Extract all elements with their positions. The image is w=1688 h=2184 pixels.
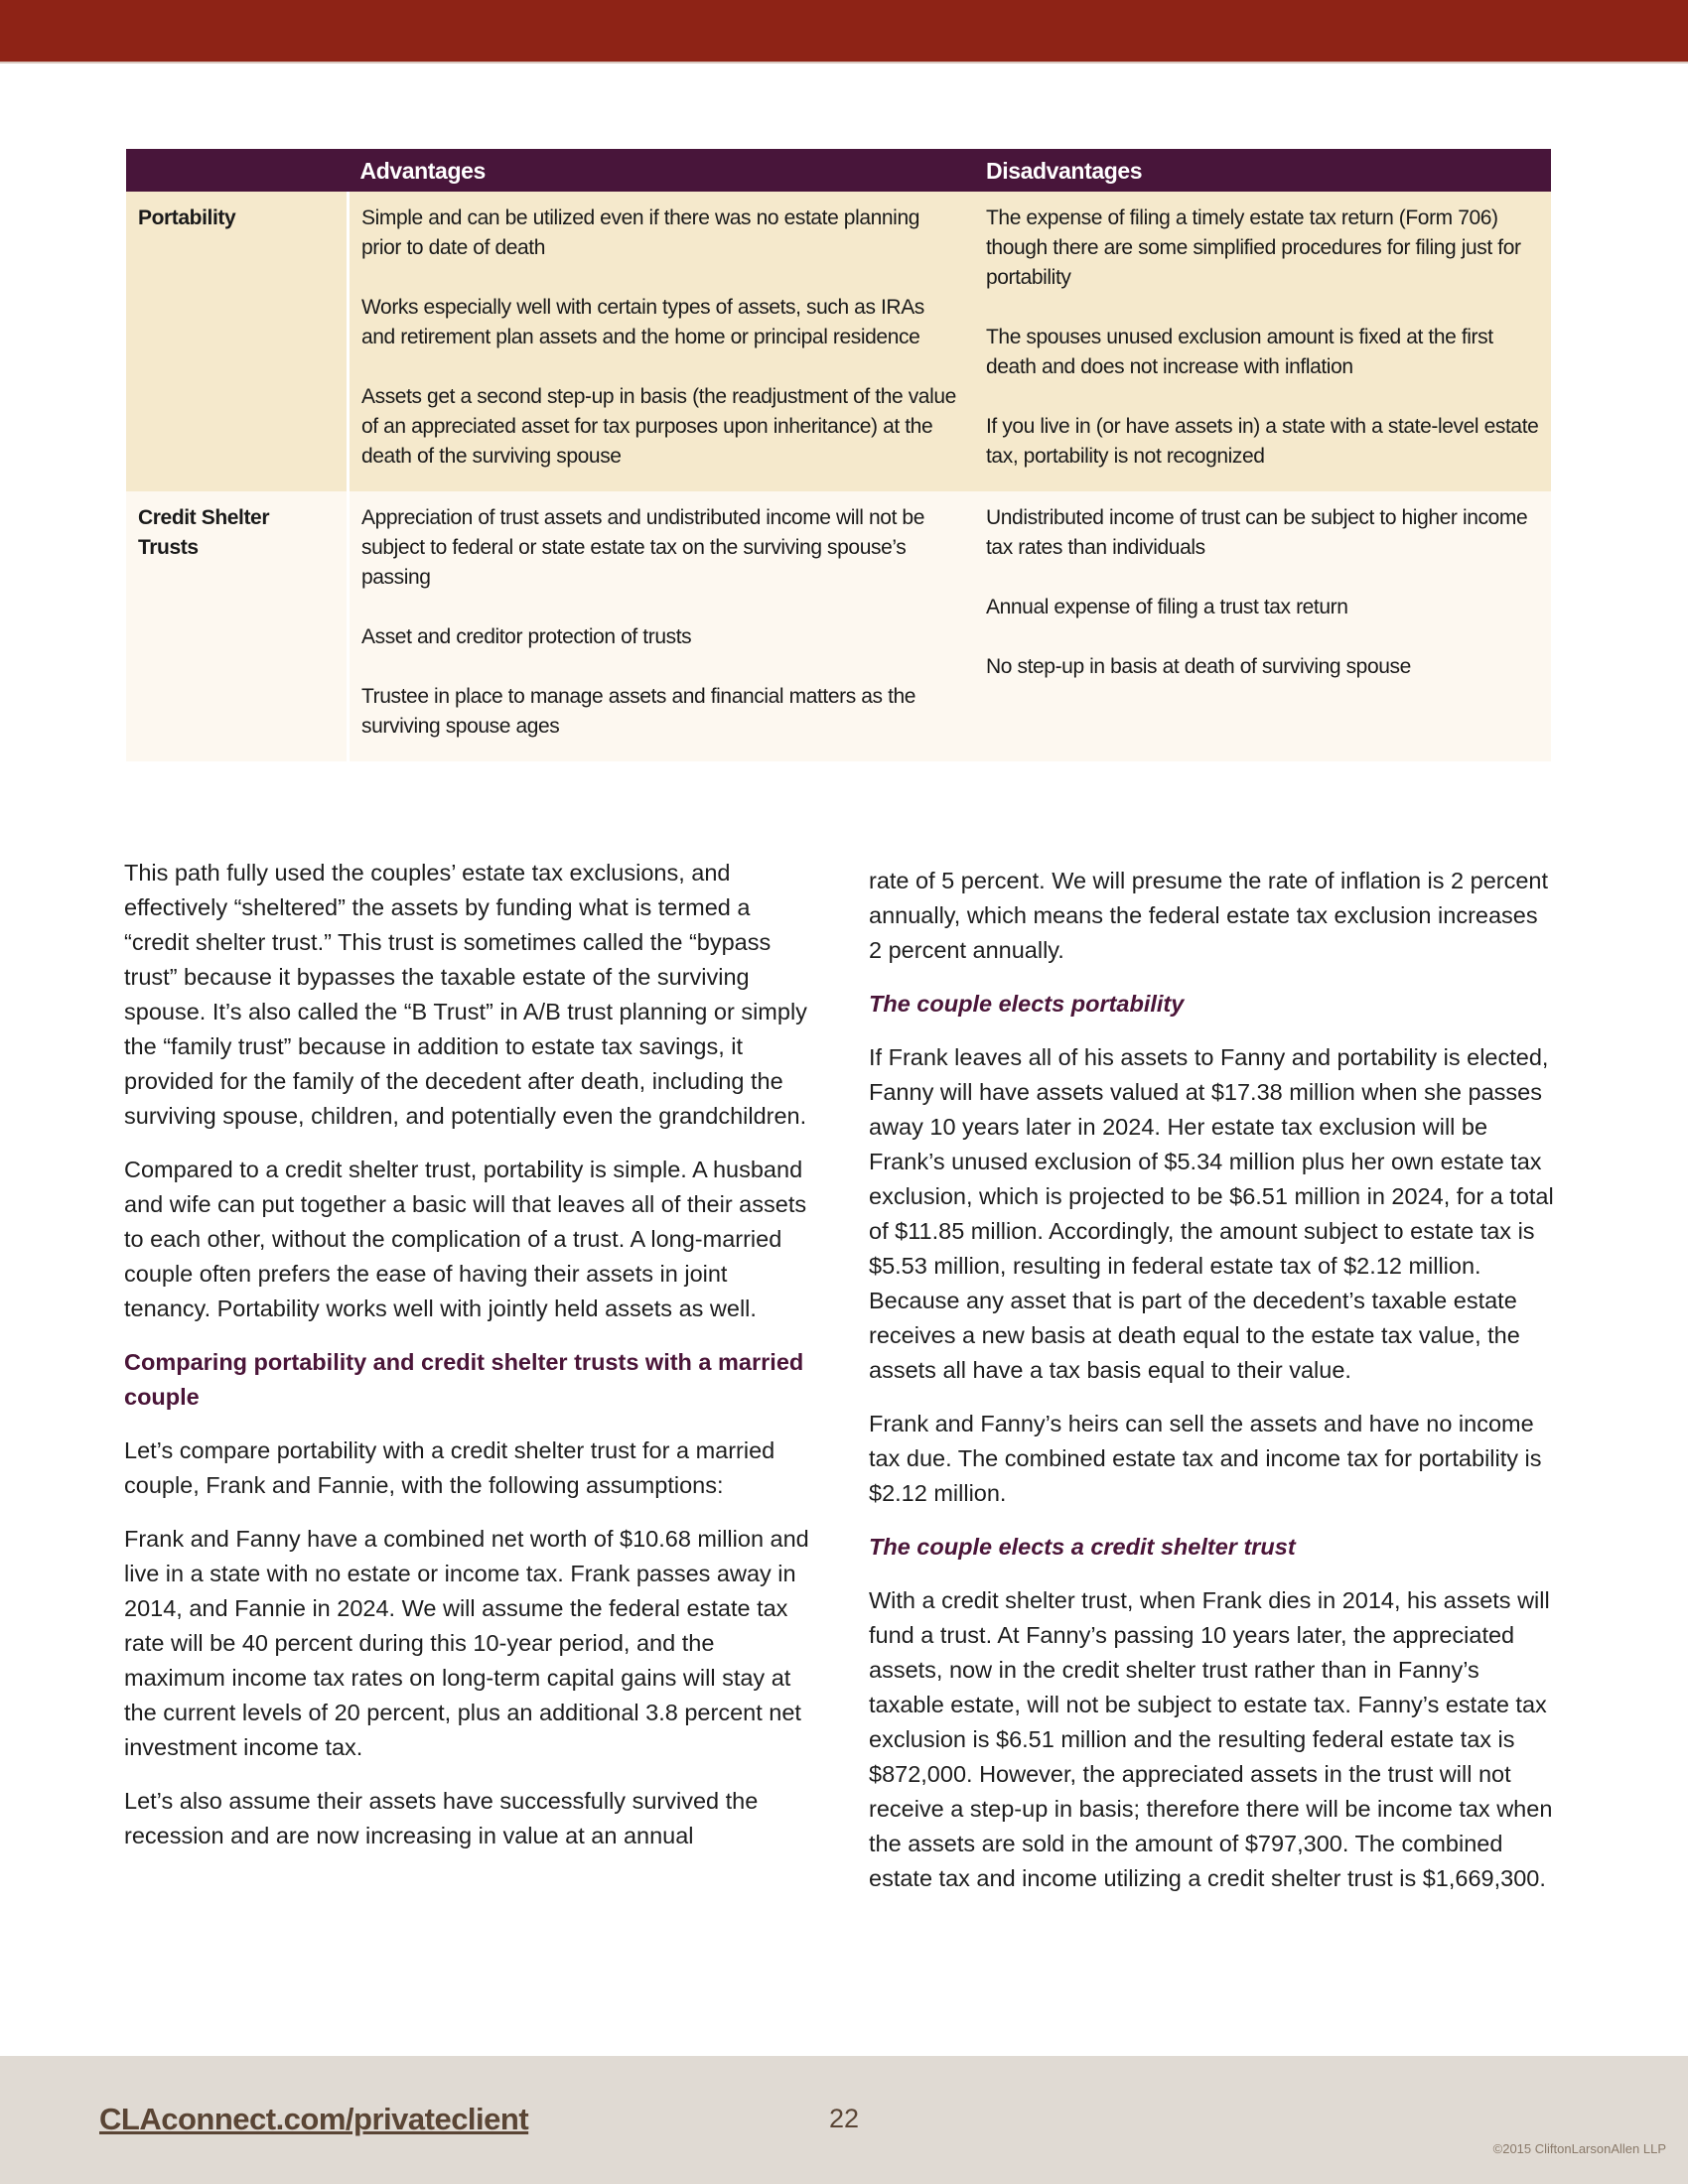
right-column	[869, 864, 1554, 1915]
copyright: ©2015 CliftonLarsonAllen LLP	[1492, 2141, 1666, 2156]
body-paragraph: With a credit shelter trust, when Frank dies in 2014, his assets will fund a trust. At Fanny’s passing 10 years later, the appreciated assets, now in the credit shelter trust rather than in Fanny’s taxable estate, will not be subject to estate tax. Fanny’s estate tax exclusion is $6.51 million and the resulting federal estate tax is $872,000. However, the appreciated assets in the trust will not receive a step-up in basis; therefore there will be income tax when the assets are sold in the amount of $797,300. The combined estate tax and income utilizing a credit shelter trust is $1,669,300.	[869, 1587, 1553, 1891]
advantages-cell	[349, 192, 975, 491]
advantage-item: Assets get a second step-up in basis (the readjustment of the value of an appreciated asset for tax purposes upon inheritance) at the death of the surviving spouse	[361, 385, 956, 468]
row-label: Credit Shelter Trusts	[126, 491, 349, 761]
header-disadvantages: Disadvantages	[974, 149, 1551, 192]
header-advantages: Advantages	[349, 149, 975, 192]
disadvantage-item: If you live in (or have assets in) a state with a state-level estate tax, portability is not recognized	[986, 415, 1539, 468]
disadvantage-item: Undistributed income of trust can be subject to higher income tax rates than individuals	[986, 506, 1528, 559]
comparison-table	[126, 149, 1552, 761]
advantages-cell	[349, 491, 975, 761]
advantage-item: Works especially well with certain types of assets, such as IRAs and retirement plan assets and the home or principal residence	[361, 296, 924, 348]
body-paragraph: Frank and Fanny’s heirs can sell the assets and have no income tax due. The combined estate tax and income tax for portability is $2.12 million.	[869, 1411, 1542, 1506]
disadvantage-item: The expense of filing a timely estate tax return (Form 706) though there are some simplified procedures for filing just for portability	[986, 206, 1521, 289]
section-heading: The couple elects a credit shelter trust	[869, 1534, 1296, 1560]
advantage-item: Trustee in place to manage assets and financial matters as the surviving spouse ages	[361, 685, 916, 738]
body-paragraph: This path fully used the couples’ estate tax exclusions, and effectively “sheltered” the assets by funding what is termed a “credit shelter trust.” This trust is sometimes called the “bypass trust” because it bypasses the taxable estate of the surviving spouse. It’s also called the “B Trust” in A/B trust planning or simply the “family trust” because in addition to estate tax savings, it provided for the family of the decedent after death, including the surviving spouse, children, and potentially even the grandchildren.	[124, 860, 807, 1129]
table-row-portability	[126, 192, 1551, 491]
body-paragraph: rate of 5 percent. We will presume the rate of inflation is 2 percent annually, which means the federal estate tax exclusion increases 2 percent annually.	[869, 868, 1549, 963]
disadvantage-item: No step-up in basis at death of surviving spouse	[986, 655, 1411, 678]
body-paragraph: Let’s also assume their assets have successfully survived the recession and are now increasing in value at an annual	[124, 1788, 759, 1848]
body-paragraph: Frank and Fanny have a combined net worth of $10.68 million and live in a state with no estate or income tax. Frank passes away in 2014, and Fannie in 2024. We will assume the federal estate tax rate will be 40 percent during this 10-year period, and the maximum income tax rates on long-term capital gains will stay at the current levels of 20 percent, plus an additional 3.8 percent net investment income tax.	[124, 1526, 809, 1760]
disadvantage-item: The spouses unused exclusion amount is fixed at the first death and does not increase with inflation	[986, 326, 1493, 378]
disadvantages-cell	[974, 491, 1551, 761]
body-paragraph: Let’s compare portability with a credit shelter trust for a married couple, Frank and Fannie, with the following assumptions:	[124, 1437, 775, 1498]
top-banner	[0, 0, 1688, 64]
table-row-credit-shelter-trusts	[126, 491, 1551, 761]
page-footer	[0, 2056, 1688, 2184]
disadvantage-item: Annual expense of filing a trust tax return	[986, 596, 1348, 618]
advantage-item: Appreciation of trust assets and undistributed income will not be subject to federal or state estate tax on the surviving spouse’s passing	[361, 506, 924, 589]
left-column	[124, 856, 809, 1872]
website-link[interactable]: CLAconnect.com/privateclient	[99, 2102, 529, 2136]
row-label: Portability	[126, 192, 349, 491]
advantage-item: Simple and can be utilized even if there was no estate planning prior to date of death	[361, 206, 920, 259]
header-blank	[126, 149, 349, 192]
table-header-row	[126, 149, 1551, 192]
section-heading: Comparing portability and credit shelter trusts with a married couple	[124, 1349, 804, 1410]
page-number: 22	[829, 2104, 860, 2133]
disadvantages-cell	[974, 192, 1551, 491]
advantage-item: Asset and creditor protection of trusts	[361, 625, 692, 648]
body-paragraph: Compared to a credit shelter trust, portability is simple. A husband and wife can put together a basic will that leaves all of their assets to each other, without the complication of a trust. A long-married couple often prefers the ease of having their assets in joint tenancy. Portability works well with jointly held assets as well.	[124, 1157, 807, 1321]
body-paragraph: If Frank leaves all of his assets to Fanny and portability is elected, Fanny will have assets valued at $17.38 million when she passes away 10 years later in 2024. Her estate tax exclusion will be Frank’s unused exclusion of $5.34 million plus her own estate tax exclusion, which is projected to be $6.51 million in 2024, for a total of $11.85 million. Accordingly, the amount subject to estate tax is $5.53 million, resulting in federal estate tax of $2.12 million. Because any asset that is part of the decedent’s taxable estate receives a new basis at death equal to the estate tax value, the assets all have a tax basis equal to their value.	[869, 1044, 1554, 1383]
section-heading: The couple elects portability	[869, 991, 1185, 1017]
